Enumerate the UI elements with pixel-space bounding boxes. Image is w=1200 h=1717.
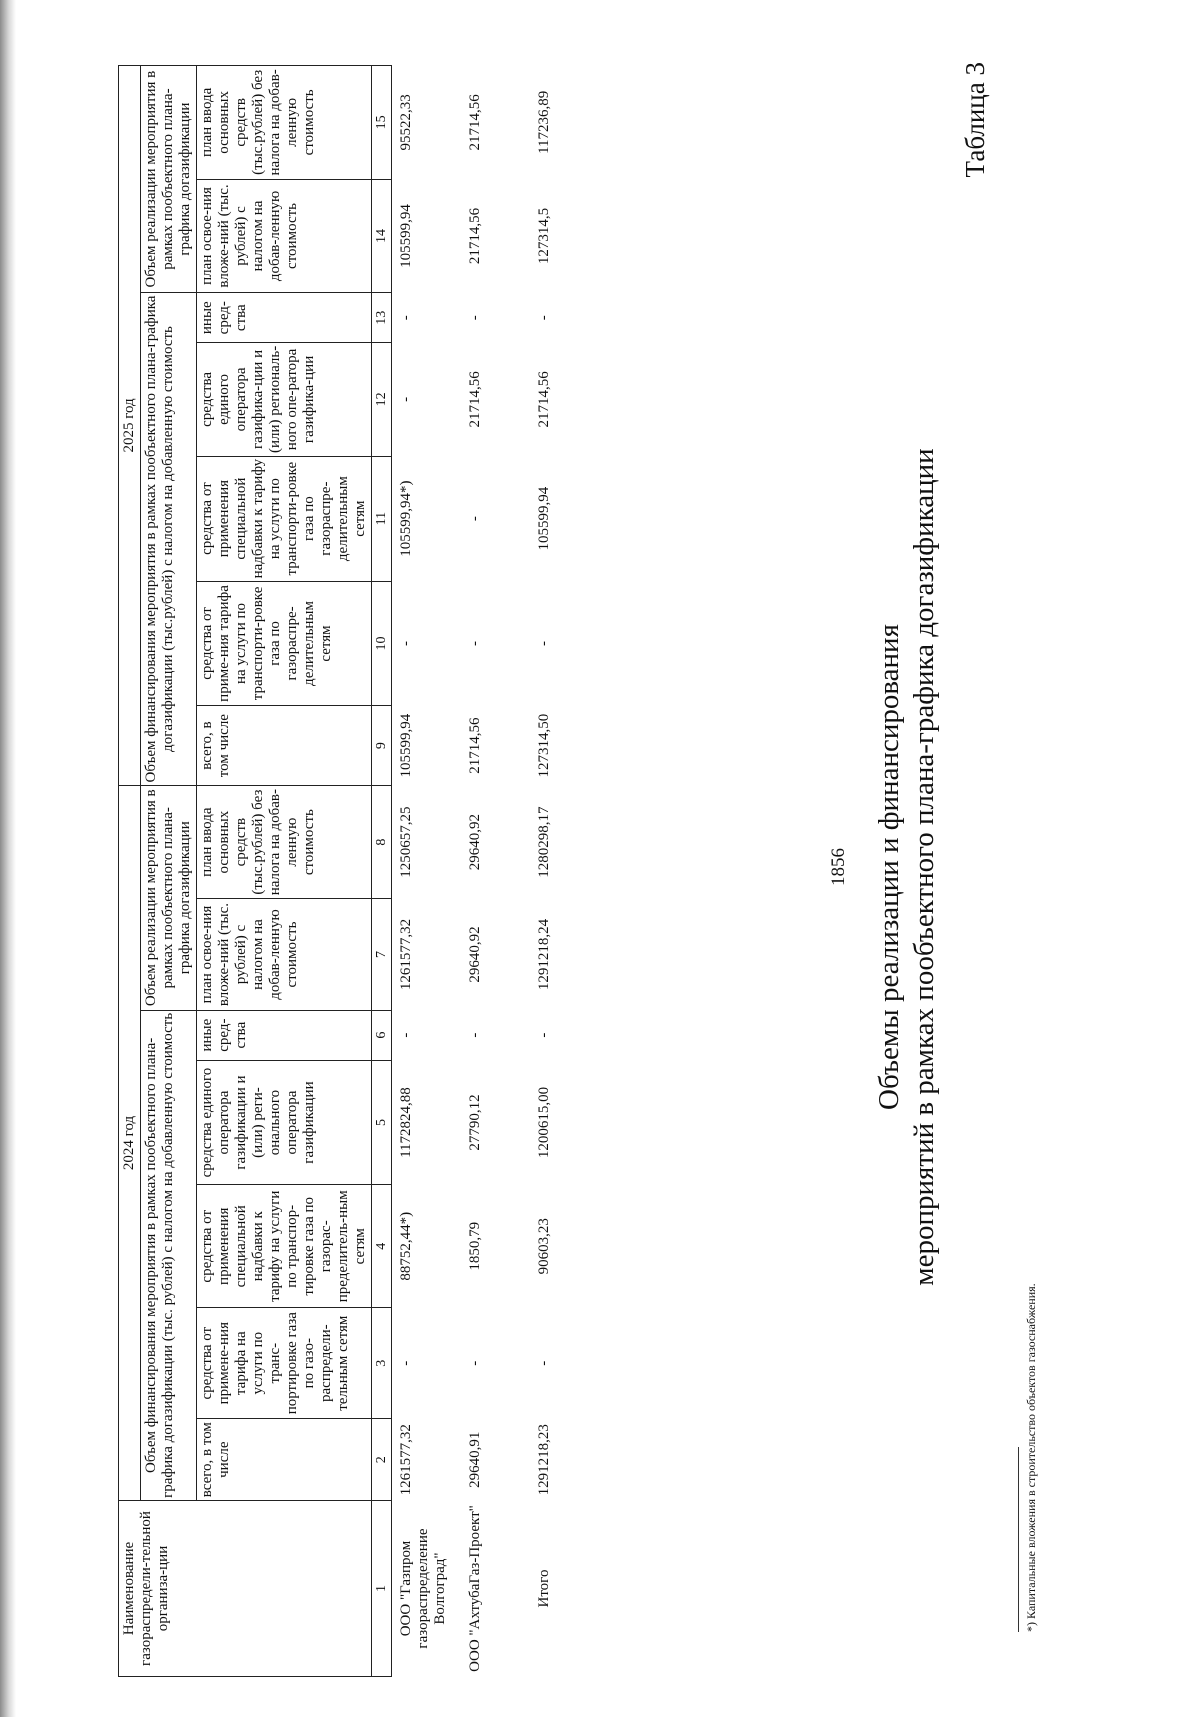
column-number: 1 xyxy=(372,1501,392,1677)
financing-table xyxy=(118,65,593,1677)
table-cell: 21714,56 xyxy=(536,371,552,428)
table-cell: 105599,94 xyxy=(536,486,552,551)
header-tariff-2024: средства от примене-ния тарифа на услуги по транс-портировке газа по газо-распредели-тельным сетям xyxy=(197,1308,372,1419)
table-cell: - xyxy=(398,1360,414,1366)
header-surcharge-2024: средства от применения специальной надбавки к тарифу на услуги по транспор-тировке газа по газорас-пределитель-ным сетям xyxy=(197,1185,372,1308)
table-cell: - xyxy=(536,640,552,646)
header-plan-invest-2025: план освое-ния вложе-ний (тыс. рублей) с налогом на добав-ленную стоимость xyxy=(197,179,372,293)
table-cell: 117236,89 xyxy=(536,90,552,154)
table-cell: 127314,50 xyxy=(536,713,552,778)
table-cell: - xyxy=(398,315,414,321)
table-cell: 90603,23 xyxy=(536,1218,552,1275)
table-cell: 21714,56 xyxy=(467,717,483,774)
column-number: 2 xyxy=(372,1419,392,1501)
header-org-name: Наименование газораспредели-тельной организа-ции xyxy=(119,1501,372,1677)
table-cell: 88752,44*) xyxy=(398,1211,414,1281)
table-cell: - xyxy=(467,1360,483,1366)
header-surcharge-2025: средства от применения специальной надбавки к тарифу на услуги по транспорти-ровке газа по газораспре-делительным сетям xyxy=(197,456,372,581)
table-cell: - xyxy=(536,1360,552,1366)
column-number: 5 xyxy=(372,1060,392,1185)
table-cell: 1261577,32 xyxy=(398,1424,414,1496)
page-number: 1856 xyxy=(828,848,849,886)
column-number-row xyxy=(372,66,392,1677)
table-cell: 1261577,32 xyxy=(398,918,414,991)
org-name: Итого xyxy=(536,1569,552,1608)
footnote-divider xyxy=(1018,1447,1019,1632)
column-number: 6 xyxy=(372,1010,392,1060)
column-number: 13 xyxy=(372,293,392,343)
table-cell: 29640,92 xyxy=(467,814,483,871)
header-implementation-2025: Объем реализации мероприятия в рамках пообъектного плана-графика догазификации xyxy=(141,66,197,293)
column-number: 10 xyxy=(372,581,392,706)
org-name: ООО "Газпром газораспределение Волгоград" xyxy=(398,1528,448,1649)
table-cell: 21714,56 xyxy=(467,94,483,151)
column-number: 9 xyxy=(372,706,392,785)
header-total-2024: всего, в том числе xyxy=(197,1419,372,1501)
footnote: *) Капитальные вложения в строительство объектов газоснабжения. xyxy=(1024,1283,1038,1632)
column-number: 12 xyxy=(372,343,392,457)
header-operator-2024: средства единого оператора газификации и (или) реги-онального оператора газификации xyxy=(197,1060,372,1185)
column-number: 4 xyxy=(372,1185,392,1308)
table-cell: 29640,91 xyxy=(467,1431,483,1488)
column-number: 8 xyxy=(372,785,392,899)
header-plan-invest-2024: план освое-ния вложе-ний (тыс. рублей) с налогом на добав-ленную стоимость xyxy=(197,899,372,1010)
header-tariff-2025: средства от приме-ния тарифа на услуги по транспорти-ровке газа по газораспре-делительным сетям xyxy=(197,581,372,706)
table-cell: - xyxy=(467,1032,483,1038)
table-cell: 27790,12 xyxy=(467,1094,483,1151)
header-operator-2025: средства единого оператора газифика-ции и (или) региональ-ного опе-ратора газифика-ции xyxy=(197,343,372,457)
table-cell: 1200615,00 xyxy=(536,1086,552,1159)
column-number: 14 xyxy=(372,179,392,293)
table-cell: 21714,56 xyxy=(467,371,483,428)
header-financing-2024: Объем финансирования мероприятия в рамках пообъектного плана-графика догазификации (тыс. рублей) с налогом на добавленную стоимость xyxy=(141,1010,197,1500)
table-cell: 1172824,88 xyxy=(398,1087,414,1158)
column-number: 11 xyxy=(372,456,392,581)
table-cell: 1280298,17 xyxy=(536,806,552,878)
table-cell: - xyxy=(467,516,483,522)
table-cell: 105599,94 xyxy=(398,713,414,778)
org-name: ООО "АхтубаГаз-Проект" xyxy=(467,1505,483,1672)
table-cell: 1250657,25 xyxy=(398,806,414,878)
table-label: Таблица 3 xyxy=(960,62,990,178)
table-cell: 105599,94*) xyxy=(398,480,414,557)
header-year-2025: 2025 год xyxy=(119,66,141,786)
table-cell: 29640,92 xyxy=(467,926,483,983)
table-row xyxy=(455,66,524,1677)
title-line-2: мероприятий в рамках пообъектного плана-графика догазификации xyxy=(908,448,940,1286)
table-cell: 105599,94 xyxy=(398,204,414,268)
table-cell: 1291218,24 xyxy=(536,918,552,991)
table-cell: - xyxy=(536,315,552,321)
table-title xyxy=(872,417,942,1317)
table-cell: - xyxy=(398,640,414,646)
header-year-2024: 2024 год xyxy=(119,785,141,1500)
table-cell: - xyxy=(536,1032,552,1038)
header-other-2024: иные сред-ства xyxy=(197,1010,372,1060)
header-plan-assets-2024: план ввода основных средств (тыс.рублей) без налога на добав-ленную стоимость xyxy=(197,785,372,899)
table-cell: 1291218,23 xyxy=(536,1424,552,1496)
table-row xyxy=(392,66,456,1677)
header-plan-assets-2025: план ввода основных средств (тыс.рублей) без налога на добав-ленную стоимость xyxy=(197,66,372,180)
table-cell: - xyxy=(467,640,483,646)
table-cell: - xyxy=(398,1032,414,1038)
table-cell: 21714,56 xyxy=(467,207,483,265)
column-number: 15 xyxy=(372,66,392,180)
table-cell: - xyxy=(467,315,483,321)
column-number: 7 xyxy=(372,899,392,1010)
column-number: 3 xyxy=(372,1308,392,1419)
table-cell: 95522,33 xyxy=(398,94,414,151)
header-other-2025: иные сред-ства xyxy=(197,293,372,343)
header-financing-2025: Объем финансирования мероприятия в рамках пообъектного плана-графика догазификации (тыс.рублей) с налогом на добавленную стоимость xyxy=(141,293,197,786)
title-line-1: Объемы реализации и финансирования xyxy=(873,624,905,1110)
table-row-total xyxy=(524,66,593,1677)
header-total-2025: всего, в том числе xyxy=(197,706,372,785)
header-implementation-2024: Объем реализации мероприятия в рамках пообъектного плана-графика догазификации xyxy=(141,785,197,1010)
table-cell: 1850,79 xyxy=(467,1221,483,1271)
table-cell: 127314,5 xyxy=(536,207,552,265)
table-cell: - xyxy=(398,396,414,402)
